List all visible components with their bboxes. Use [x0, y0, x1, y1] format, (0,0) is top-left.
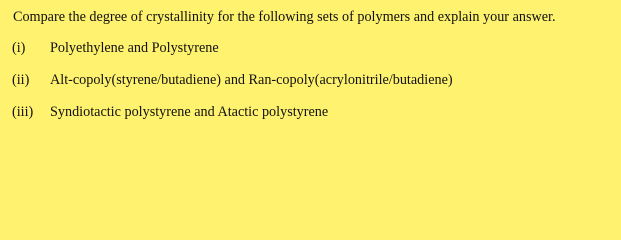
item-number: (iii)	[12, 104, 34, 120]
list-item	[12, 104, 328, 121]
list-item	[12, 40, 219, 57]
item-text: Alt-copoly(styrene/butadiene) and Ran-copoly(acrylonitrile/butadiene)	[50, 72, 453, 88]
question-text: Compare the degree of crystallinity for the following sets of polymers and explain your answer.	[13, 9, 556, 25]
item-number: (i)	[12, 40, 26, 56]
item-text: Syndiotactic polystyrene and Atactic polystyrene	[50, 104, 329, 120]
list-item	[12, 72, 453, 89]
item-number: (ii)	[12, 72, 30, 88]
item-text: Polyethylene and Polystyrene	[50, 40, 219, 56]
